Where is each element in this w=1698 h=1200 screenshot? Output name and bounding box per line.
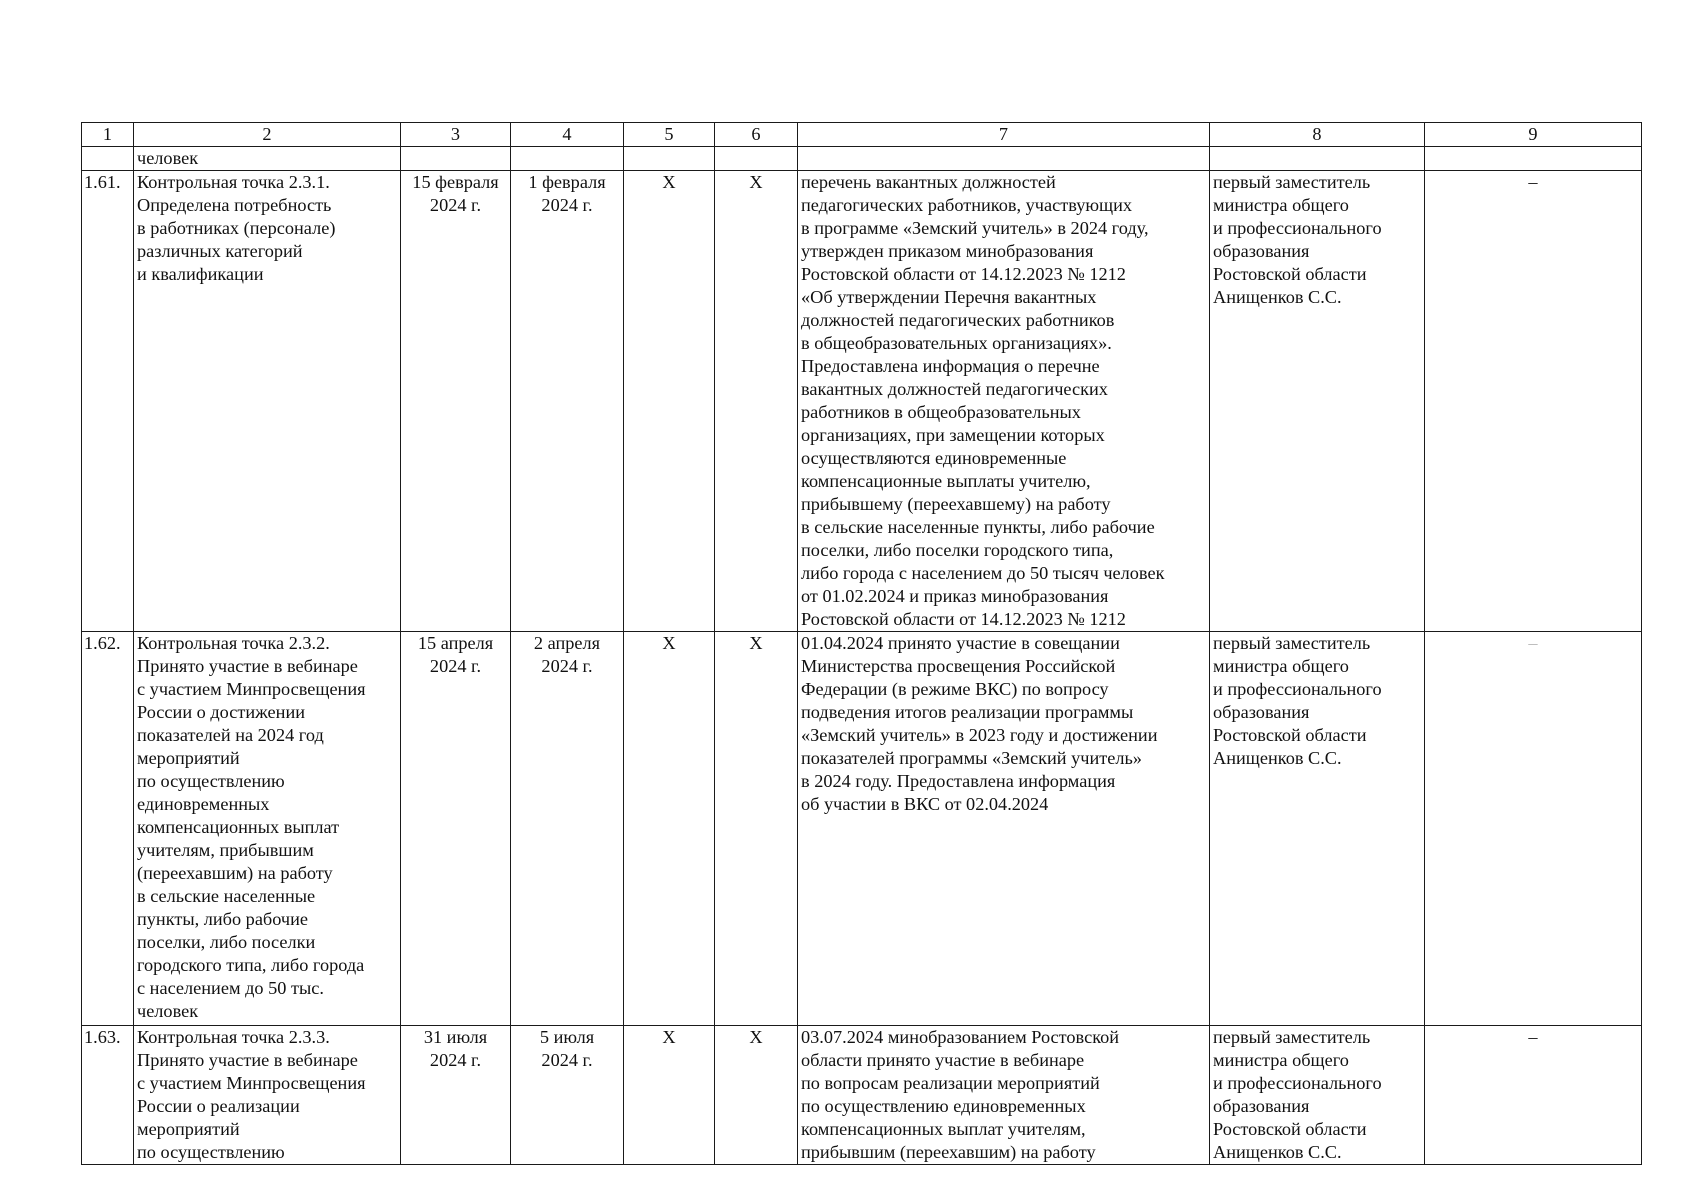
actual-date: 2 апреля 2024 г. — [511, 632, 624, 1026]
column-number-2: 2 — [134, 123, 401, 147]
table-row — [82, 632, 1642, 1026]
result-description: 03.07.2024 минобразованием Ростовской области принято участие в вебинаре по вопросам реализации мероприятий по осуществлению единовременных компенсационных выплат учителям, прибывшим (переехавшим) на работу — [798, 1026, 1210, 1165]
column-number-4: 4 — [511, 123, 624, 147]
responsible-person: первый заместитель министра общего и профессионального образования Ростовской области Анищенков С.С. — [1210, 1026, 1425, 1165]
responsible-person: первый заместитель министра общего и профессионального образования Ростовской области Анищенков С.С. — [1210, 171, 1425, 632]
column-number-3: 3 — [401, 123, 511, 147]
continuation-cell-5 — [624, 147, 715, 171]
continuation-cell-4 — [511, 147, 624, 171]
column-number-8: 8 — [1210, 123, 1425, 147]
actual-date: 1 февраля 2024 г. — [511, 171, 624, 632]
row-number: 1.61. — [82, 171, 134, 632]
event-description: Контрольная точка 2.3.2. Принято участие в вебинаре с участием Минпросвещения России о достижении показателей на 2024 год мероприятий по осуществлению единовременных компенсационных выплат учителям, прибывшим (переехавшим) на работу в сельские населенные пункты, либо рабочие поселки, либо поселки городского типа, либо города с населением до 50 тыс. человек — [134, 632, 401, 1026]
planned-date: 31 июля 2024 г. — [401, 1026, 511, 1165]
column-6-value: X — [715, 171, 798, 632]
column-9-value: – — [1425, 1026, 1642, 1165]
column-5-value: X — [624, 632, 715, 1026]
table-row — [82, 171, 1642, 632]
planned-date: 15 апреля 2024 г. — [401, 632, 511, 1026]
continuation-cell-7 — [798, 147, 1210, 171]
column-number-5: 5 — [624, 123, 715, 147]
continuation-cell-8 — [1210, 147, 1425, 171]
continuation-cell-6 — [715, 147, 798, 171]
continuation-cell-9 — [1425, 147, 1642, 171]
column-9-value: – — [1425, 632, 1642, 1026]
responsible-person: первый заместитель министра общего и профессионального образования Ростовской области Анищенков С.С. — [1210, 632, 1425, 1026]
column-6-value: X — [715, 1026, 798, 1165]
column-number-7: 7 — [798, 123, 1210, 147]
result-description: перечень вакантных должностей педагогических работников, участвующих в программе «Земский учитель» в 2024 году, утвержден приказом минобразования Ростовской области от 14.12.2023 № 1212 «Об утверждении Перечня вакантных должностей педагогических работников в общеобразовательных организациях». Предоставлена информация о перечне вакантных должностей педагогических работников в общеобразовательных организациях, при замещении которых осуществляются единовременные компенсационные выплаты учителю, прибывшему (переехавшему) на работу в сельские населенные пункты, либо рабочие поселки, либо поселки городского типа, либо города с населением до 50 тысяч человек от 01.02.2024 и приказ минобразования Ростовской области от 14.12.2023 № 1212 — [798, 171, 1210, 632]
column-number-9: 9 — [1425, 123, 1642, 147]
row-number: 1.63. — [82, 1026, 134, 1165]
column-9-value: – — [1425, 171, 1642, 632]
column-number-1: 1 — [82, 123, 134, 147]
planned-date: 15 февраля 2024 г. — [401, 171, 511, 632]
event-description: Контрольная точка 2.3.3. Принято участие в вебинаре с участием Минпросвещения России о реализации мероприятий по осуществлению — [134, 1026, 401, 1165]
row-number: 1.62. — [82, 632, 134, 1026]
table-row — [82, 1026, 1642, 1165]
actual-date: 5 июля 2024 г. — [511, 1026, 624, 1165]
result-description: 01.04.2024 принято участие в совещании Министерства просвещения Российской Федерации (в режиме ВКС) по вопросу подведения итогов реализации программы «Земский учитель» в 2023 году и достижении показателей программы «Земский учитель» в 2024 году. Предоставлена информация об участии в ВКС от 02.04.2024 — [798, 632, 1210, 1026]
continuation-row — [82, 147, 1642, 171]
column-6-value: X — [715, 632, 798, 1026]
event-description: Контрольная точка 2.3.1. Определена потребность в работниках (персонале) различных категорий и квалификации — [134, 171, 401, 632]
continuation-cell-event: человек — [134, 147, 401, 171]
column-number-row — [82, 123, 1642, 147]
column-5-value: X — [624, 1026, 715, 1165]
report-table — [81, 122, 1642, 1165]
column-5-value: X — [624, 171, 715, 632]
continuation-cell-num — [82, 147, 134, 171]
column-number-6: 6 — [715, 123, 798, 147]
continuation-cell-3 — [401, 147, 511, 171]
